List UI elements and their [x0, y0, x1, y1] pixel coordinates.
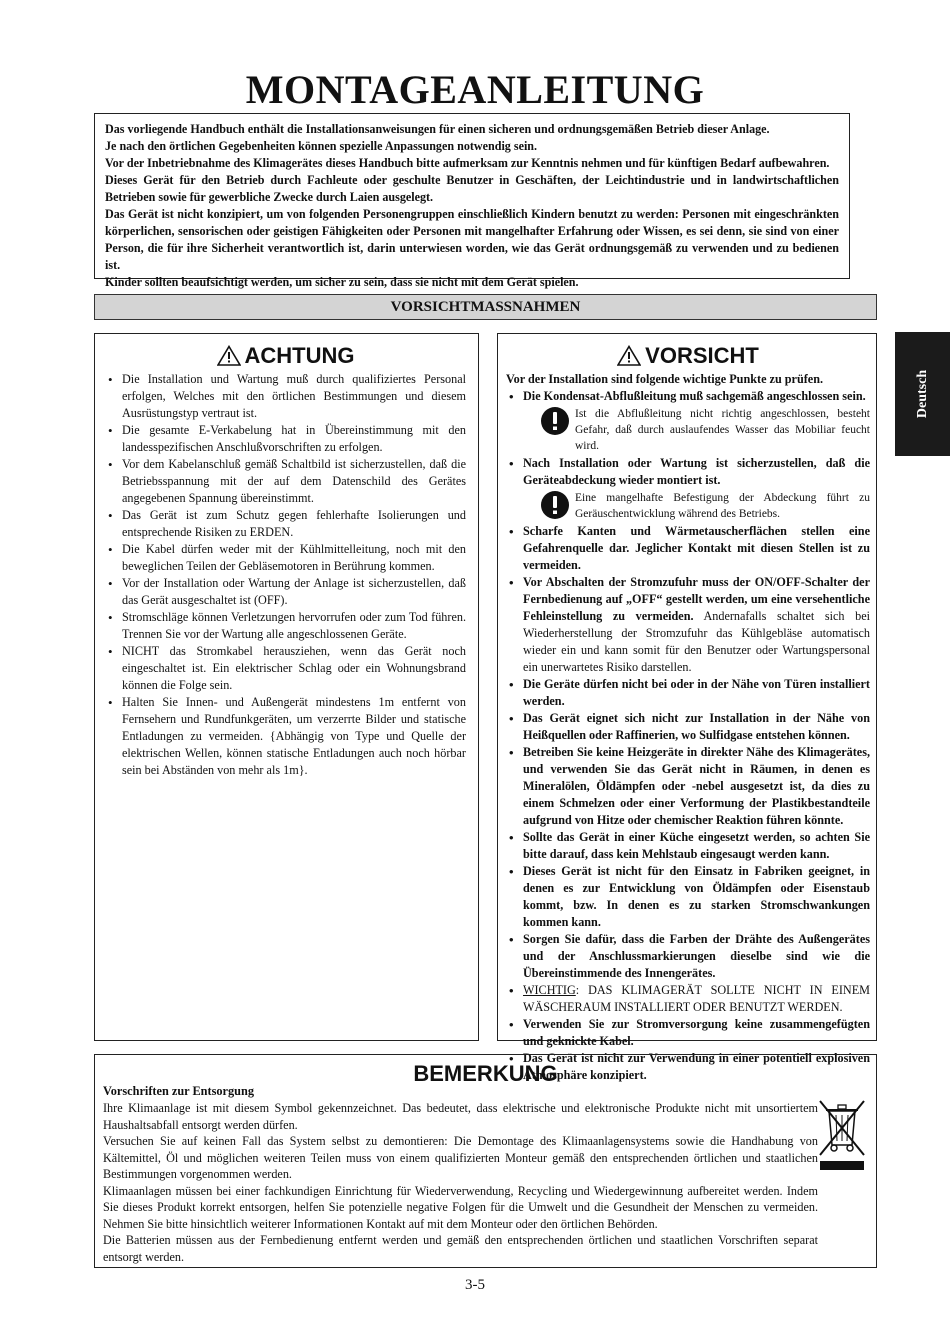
wichtig-label — [523, 983, 576, 997]
achtung-heading-label: ACHTUNG — [244, 343, 355, 368]
note-text: Eine mangelhafte Befestigung der Abdeckung führt zu Geräuschentwicklung während des Betriebs. — [575, 492, 870, 520]
vorsicht-heading-label: VORSICHT — [645, 343, 759, 368]
achtung-list — [105, 371, 466, 779]
list-item: • Scharfe Kanten und Wärmetauscherflächen stellen eine Gefahrenquelle dar. Jeglicher Kontakt mit diesen Stellen ist zu vermeiden. — [506, 523, 870, 574]
intro-box — [94, 113, 850, 289]
list-item: • Die gesamte E-Verkabelung hat in Übereinstimmung mit den landesspezifischen Anschlußvorschriften zu erfolgen. — [105, 422, 466, 456]
achtung-heading — [105, 343, 466, 369]
list-item-normal: Andernafalls schaltet sich bei Wiederherstellung der Stromzufuhr das Kühlgebläse automatisch wieder ein und kann somit für den Benutzer oder Wartungspersonal ein unerwartetes Risiko darstellen. — [523, 609, 870, 674]
note — [540, 490, 870, 522]
intro-paragraph: Je nach den örtlichen Gegebenheiten können spezielle Anpassungen notwendig sein. — [105, 139, 538, 153]
list-item: • Die Installation und Wartung muß durch qualifiziertes Personal erfolgen, Welches mit den örtlichen Bestimmungen und diesem Ausrüstungstyp vertraut ist. — [105, 371, 466, 422]
page-title: MONTAGEANLEITUNG — [245, 67, 705, 112]
wichtig-label-text: WICHTIG — [523, 983, 576, 997]
list-item-text: Nach Installation oder Wartung ist sicherzustellen, daß die Geräteabdeckung wieder montiert ist. — [523, 456, 870, 487]
list-item: • Halten Sie Innen- und Außengerät mindestens 1m entfernt von Fernsehern und Rundfunkgeräten, um verzerrte Bilder und statische Entladungen zu vermeiden. {Abhängig von Type und Quelle der elektrischen Wellen, können statische Entladungen auch noch hörbar sein bei Abständen von mehr als 1m}. — [105, 694, 466, 779]
language-tab — [895, 332, 950, 456]
list-item: • Vor dem Kabelanschluß gemäß Schaltbild ist sicherzustellen, daß die Betriebsspannung mit der auf dem Datenschild des Gerätes angegebenen Spannung übereinstimmt. — [105, 456, 466, 507]
intro-paragraph: Das Gerät ist nicht konzipiert, um von folgenden Personengruppen einschließlich Kindern benutzt zu werden: Personen mit eingeschränkten körperlichen, sensorischen oder geistigen Fähigkeiten oder Personen mit mangelhafter Erfahrung oder Wissen, es sei denn, sie sind von einer Person, die für ihre Sicherheit verantwortlich ist, darin unterwiesen worden, wie das Gerät ordnungsgemäß zu verwenden und zu bedienen ist. — [105, 207, 839, 272]
list-item: • NICHT das Stromkabel herausziehen, wenn das Gerät noch eingeschaltet ist. Ein elektrischer Schlag oder ein Wohnungsbrand können die Folge sein. — [105, 643, 466, 694]
crossed-out-wheelie-bin-icon — [816, 1095, 868, 1177]
list-item: • Das Gerät eignet sich nicht zur Installation in der Nähe von Heißquellen oder Raffinerien, wo Sulfidgase entstehen können. — [506, 710, 870, 744]
list-item — [506, 388, 870, 454]
note-text: Ist die Abflußleitung nicht richtig angeschlossen, besteht Gefahr, daß durch auslaufendes Wasser das Mobiliar feucht wird. — [575, 408, 870, 452]
bemerkung-heading: BEMERKUNG — [413, 1061, 558, 1086]
exclamation-circle-icon — [540, 490, 570, 520]
language-tab-label: Deutsch — [914, 369, 930, 419]
list-item: • Stromschläge können Verletzungen hervorrufen oder zum Tod führen. Trennen Sie vor der Wartung alle angeschlossenen Geräte. — [105, 609, 466, 643]
wichtig-text: : DAS KLIMAGERÄT SOLLTE NICHT IN EINEM WÄSCHERAUM INSTALLIERT ODER BENUTZT WERDEN. — [523, 983, 870, 1014]
intro-paragraph: Vor der Inbetriebnahme des Klimagerätes dieses Handbuch bitte aufmerksam zur Kenntnis nehmen und für künftigen Bedarf aufbewahren. — [105, 156, 830, 170]
list-item — [506, 455, 870, 522]
exclamation-circle-icon — [540, 406, 570, 436]
bemerkung-subheading: Vorschriften zur Entsorgung — [103, 1084, 254, 1098]
note — [540, 406, 870, 454]
section-header-precautions: VORSICHTMASSNAHMEN — [94, 294, 877, 320]
page-number: 3-5 — [465, 1277, 485, 1293]
vorsicht-heading — [506, 343, 870, 369]
bemerkung-paragraph: Versuchen Sie auf keinen Fall das System selbst zu demontieren: Die Demontage des Klimaanlagensystems sowie die Handhabung von Kältemittel, Öl und möglichen weiteren Teilen muss von einem qualifizierten Monteur gemäß den entsprechenden örtlichen und staatlichen Bestimmungen vorgenommen werden. — [103, 1134, 818, 1181]
list-item: • Betreiben Sie keine Heizgeräte in direkter Nähe des Klimagerätes, und verwenden Sie das Gerät nicht in Räumen, in denen es Mineralölen, Öldämpfen oder -nebel ausgesetzt ist, da dies zu einem Schmelzen oder einer Verformung der Plastikbestandteile aufgrund von Hitze oder chemischer Reaktion führen könnte. — [506, 744, 870, 829]
list-item: • Vor der Installation oder Wartung der Anlage ist sicherzustellen, daß das Gerät ausgeschaltet ist (OFF). — [105, 575, 466, 609]
bemerkung-paragraph: Ihre Klimaanlage ist mit diesem Symbol gekennzeichnet. Das bedeutet, dass elektrische und elektronische Produkte nicht mit unsortiertem Haushaltsabfall entsorgt werden dürfen. — [103, 1101, 818, 1132]
warning-triangle-icon — [217, 345, 241, 366]
list-item: • Sorgen Sie dafür, dass die Farben der Drähte des Außengerätes und der Anschlussmarkierungen dieselbe sind wie die Übereinstimmende des Innengerätes. — [506, 931, 870, 982]
intro-paragraph: Kinder sollten beaufsichtigt werden, um sicher zu sein, dass sie nicht mit dem Gerät spielen. — [105, 275, 579, 289]
bemerkung-paragraph: Klimaanlagen müssen bei einer fachkundigen Einrichtung für Wiederverwendung, Recycling und Wiedergewinnung aufbereitet werden. Indem Sie dieses Produkt korrekt entsorgen, helfen Sie potenzielle negative Folgen für die Umwelt und die Gesundheit der Menschen zu vermeiden. Nehmen Sie bitte hinsichtlich weiterer Informationen Kontakt auf mit dem Monteur oder den örtlichen Behörden. — [103, 1183, 818, 1231]
list-item — [506, 982, 870, 1016]
list-item: • Verwenden Sie zur Stromversorgung keine zusammengefügten und geknickte Kabel. — [506, 1016, 870, 1050]
intro-paragraph: Das vorliegende Handbuch enthält die Installationsanweisungen für einen sicheren und ordnungsgemäßen Betrieb dieser Anlage. — [105, 122, 770, 136]
warning-triangle-icon — [617, 345, 641, 366]
achtung-box — [94, 333, 479, 1041]
list-item: • Dieses Gerät ist nicht für den Einsatz in Fabriken geeignet, in denen es zur Entwicklung von Öldämpfen oder Eisenstaub kommt, bzw. In denen es zu starken Stromschwankungen kommen kann. — [506, 863, 870, 931]
list-item-bold: Vor Abschalten der Stromzufuhr muss der ON/OFF-Schalter der Fernbedienung auf „OFF“ gestellt werden, um eine versehentliche Fehleinstellung zu vermeiden. — [523, 575, 870, 623]
vorsicht-list — [506, 388, 870, 1084]
list-item — [506, 574, 870, 676]
list-item: • Die Geräte dürfen nicht bei oder in der Nähe von Türen installiert werden. — [506, 676, 870, 710]
list-item: • Sollte das Gerät in einer Küche eingesetzt werden, so achten Sie bitte darauf, dass kein Mehlstaub eingesaugt werden kann. — [506, 829, 870, 863]
vorsicht-box — [497, 333, 877, 1082]
list-item-text: Die Kondensat-Abflußleitung muß sachgemäß angeschlossen sein. — [523, 389, 866, 403]
bemerkung-box — [94, 1054, 877, 1268]
list-item: • Die Kabel dürfen weder mit der Kühlmittelleitung, noch mit den beweglichen Teilen der Gebläsemotoren in Berührung kommen. — [105, 541, 466, 575]
bemerkung-text — [103, 1100, 818, 1265]
list-item: • Das Gerät ist zum Schutz gegen fehlerhafte Isolierungen und entsprechende Risiken zu ERDEN. — [105, 507, 466, 541]
list-item: • Das Gerät ist nicht zur Verwendung in einer potentiell explosiven Atmosphäre konzipiert. — [506, 1050, 870, 1084]
bemerkung-paragraph: Die Batterien müssen aus der Fernbedienung entfernt werden und gemäß den entsprechenden örtlichen und staatlichen Vorschriften separat entsorgt werden. — [103, 1233, 818, 1264]
vorsicht-lead: Vor der Installation sind folgende wichtige Punkte zu prüfen. — [506, 372, 824, 386]
intro-paragraph: Dieses Gerät für den Betrieb durch Fachleute oder geschulte Benutzer in Geschäften, der Leichtindustrie und in landwirtschaftlichen Betrieben sowie für gewerbliche Zwecke durch Laien ausgelegt. — [105, 173, 839, 204]
